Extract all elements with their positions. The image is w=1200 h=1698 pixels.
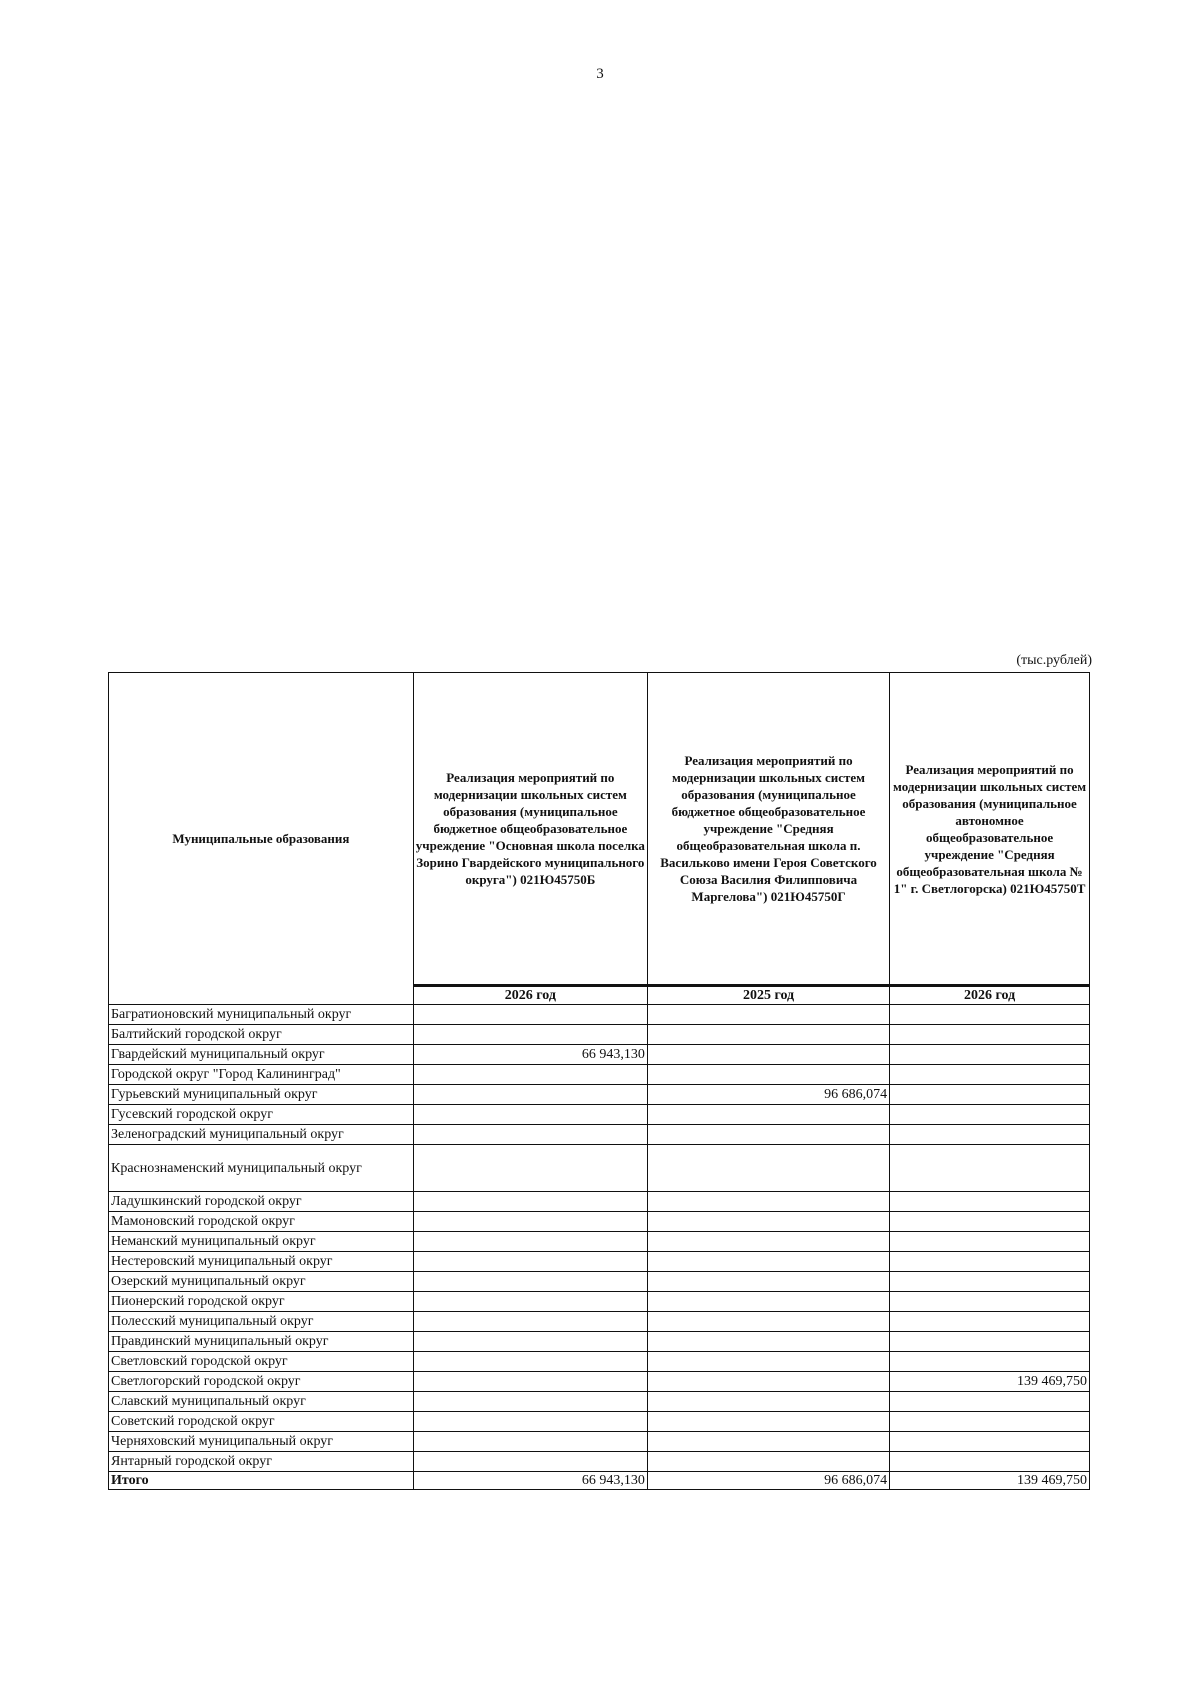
municipality-name: Нестеровский муниципальный округ xyxy=(109,1252,414,1272)
municipality-name: Полесский муниципальный округ xyxy=(109,1312,414,1332)
value-zorino xyxy=(413,1145,647,1192)
value-svetlogorsk: 139 469,750 xyxy=(890,1372,1090,1392)
value-zorino xyxy=(413,1025,647,1045)
table-row xyxy=(109,1412,1090,1432)
value-zorino xyxy=(413,1085,647,1105)
value-zorino xyxy=(413,1452,647,1472)
value-zorino: 66 943,130 xyxy=(413,1045,647,1065)
value-zorino xyxy=(413,1212,647,1232)
value-zorino xyxy=(413,1065,647,1085)
value-svetlogorsk xyxy=(890,1332,1090,1352)
value-vasilkovo xyxy=(647,1292,889,1312)
value-vasilkovo xyxy=(647,1252,889,1272)
table-row xyxy=(109,1252,1090,1272)
value-zorino xyxy=(413,1192,647,1212)
municipality-name: Ладушкинский городской округ xyxy=(109,1192,414,1212)
table-row xyxy=(109,1212,1090,1232)
value-svetlogorsk xyxy=(890,1432,1090,1452)
value-vasilkovo xyxy=(647,1192,889,1212)
value-svetlogorsk xyxy=(890,1232,1090,1252)
value-zorino xyxy=(413,1252,647,1272)
municipality-name: Черняховский муниципальный округ xyxy=(109,1432,414,1452)
value-vasilkovo xyxy=(647,1125,889,1145)
municipality-name: Янтарный городской округ xyxy=(109,1452,414,1472)
table-row xyxy=(109,1192,1090,1212)
municipality-name: Гусевский городской округ xyxy=(109,1105,414,1125)
value-svetlogorsk xyxy=(890,1392,1090,1412)
value-svetlogorsk xyxy=(890,1045,1090,1065)
municipality-name: Неманский муниципальный округ xyxy=(109,1232,414,1252)
header-column-svetlogorsk: Реализация мероприятий по модернизации школьных систем образования (муниципальное автономное общеобразовательное учреждение "Средняя общеобразовательная школа № 1" г. Светлогорска) 021Ю45750Т xyxy=(890,673,1090,986)
municipality-name: Светлогорский городской округ xyxy=(109,1372,414,1392)
value-svetlogorsk xyxy=(890,1065,1090,1085)
total-value-svetlogorsk: 139 469,750 xyxy=(890,1472,1090,1490)
value-svetlogorsk xyxy=(890,1212,1090,1232)
value-svetlogorsk xyxy=(890,1412,1090,1432)
table-row xyxy=(109,1065,1090,1085)
table-row xyxy=(109,1085,1090,1105)
value-vasilkovo xyxy=(647,1392,889,1412)
table-header-row xyxy=(109,673,1090,986)
units-label: (тыс.рублей) xyxy=(1016,653,1092,668)
table-row xyxy=(109,1432,1090,1452)
municipality-name: Балтийский городской округ xyxy=(109,1025,414,1045)
value-svetlogorsk xyxy=(890,1252,1090,1272)
table-row xyxy=(109,1392,1090,1412)
value-zorino xyxy=(413,1352,647,1372)
value-svetlogorsk xyxy=(890,1292,1090,1312)
municipality-name: Пионерский городской округ xyxy=(109,1292,414,1312)
table-row xyxy=(109,1312,1090,1332)
value-vasilkovo xyxy=(647,1452,889,1472)
value-vasilkovo xyxy=(647,1232,889,1252)
value-vasilkovo xyxy=(647,1432,889,1452)
value-svetlogorsk xyxy=(890,1085,1090,1105)
municipality-name: Городской округ "Город Калининград" xyxy=(109,1065,414,1085)
total-value-vasilkovo: 96 686,074 xyxy=(647,1472,889,1490)
table-row xyxy=(109,1272,1090,1292)
table-row xyxy=(109,1352,1090,1372)
table-row xyxy=(109,1372,1090,1392)
value-svetlogorsk xyxy=(890,1452,1090,1472)
value-svetlogorsk xyxy=(890,1272,1090,1292)
total-label: Итого xyxy=(109,1472,414,1490)
value-svetlogorsk xyxy=(890,1005,1090,1025)
value-svetlogorsk xyxy=(890,1105,1090,1125)
municipality-name: Светловский городской округ xyxy=(109,1352,414,1372)
total-value-zorino: 66 943,130 xyxy=(413,1472,647,1490)
value-vasilkovo xyxy=(647,1005,889,1025)
table-row xyxy=(109,1125,1090,1145)
total-row xyxy=(109,1472,1090,1490)
value-vasilkovo xyxy=(647,1212,889,1232)
budget-table xyxy=(108,672,1090,1490)
year-column-svetlogorsk: 2026 год xyxy=(890,986,1090,1005)
value-zorino xyxy=(413,1232,647,1252)
table-row xyxy=(109,1025,1090,1045)
value-svetlogorsk xyxy=(890,1192,1090,1212)
value-vasilkovo xyxy=(647,1412,889,1432)
value-vasilkovo xyxy=(647,1272,889,1292)
municipality-name: Славский муниципальный округ xyxy=(109,1392,414,1412)
municipality-name: Гурьевский муниципальный округ xyxy=(109,1085,414,1105)
municipality-name: Правдинский муниципальный округ xyxy=(109,1332,414,1352)
value-zorino xyxy=(413,1392,647,1412)
municipality-name: Зеленоградский муниципальный округ xyxy=(109,1125,414,1145)
page-number: 3 xyxy=(596,66,604,82)
header-column-zorino: Реализация мероприятий по модернизации школьных систем образования (муниципальное бюджетное общеобразовательное учреждение "Основная школа поселка Зорино Гвардейского муниципального округа") 021Ю45750Б xyxy=(413,673,647,986)
table-row xyxy=(109,1005,1090,1025)
value-svetlogorsk xyxy=(890,1125,1090,1145)
table-body xyxy=(109,1005,1090,1472)
value-vasilkovo xyxy=(647,1312,889,1332)
municipality-name: Краснознаменский муниципальный округ xyxy=(109,1145,414,1192)
value-zorino xyxy=(413,1125,647,1145)
value-vasilkovo xyxy=(647,1352,889,1372)
value-zorino xyxy=(413,1432,647,1452)
year-column-vasilkovo: 2025 год xyxy=(647,986,889,1005)
value-vasilkovo: 96 686,074 xyxy=(647,1085,889,1105)
municipality-name: Советский городской округ xyxy=(109,1412,414,1432)
value-vasilkovo xyxy=(647,1045,889,1065)
value-vasilkovo xyxy=(647,1025,889,1045)
table-row xyxy=(109,1332,1090,1352)
header-column-vasilkovo: Реализация мероприятий по модернизации школьных систем образования (муниципальное бюджетное общеобразовательное учреждение "Средняя общеобразовательная школа п. Васильково имени Героя Советского Союза Василия Филипповича Маргелова") 021Ю45750Г xyxy=(647,673,889,986)
value-vasilkovo xyxy=(647,1105,889,1125)
table-row xyxy=(109,1045,1090,1065)
value-svetlogorsk xyxy=(890,1145,1090,1192)
value-vasilkovo xyxy=(647,1372,889,1392)
municipality-name: Озерский муниципальный округ xyxy=(109,1272,414,1292)
value-vasilkovo xyxy=(647,1332,889,1352)
value-zorino xyxy=(413,1272,647,1292)
table-row xyxy=(109,1145,1090,1192)
header-municipalities: Муниципальные образования xyxy=(109,673,414,1005)
value-zorino xyxy=(413,1105,647,1125)
table-row xyxy=(109,1105,1090,1125)
value-zorino xyxy=(413,1312,647,1332)
table-row xyxy=(109,1232,1090,1252)
value-zorino xyxy=(413,1292,647,1312)
municipality-name: Багратионовский муниципальный округ xyxy=(109,1005,414,1025)
value-svetlogorsk xyxy=(890,1352,1090,1372)
value-zorino xyxy=(413,1005,647,1025)
table-row xyxy=(109,1452,1090,1472)
table-row xyxy=(109,1292,1090,1312)
value-vasilkovo xyxy=(647,1065,889,1085)
value-svetlogorsk xyxy=(890,1025,1090,1045)
municipality-name: Гвардейский муниципальный округ xyxy=(109,1045,414,1065)
value-zorino xyxy=(413,1372,647,1392)
value-svetlogorsk xyxy=(890,1312,1090,1332)
municipality-name: Мамоновский городской округ xyxy=(109,1212,414,1232)
value-vasilkovo xyxy=(647,1145,889,1192)
value-zorino xyxy=(413,1332,647,1352)
value-zorino xyxy=(413,1412,647,1432)
year-column-zorino: 2026 год xyxy=(413,986,647,1005)
